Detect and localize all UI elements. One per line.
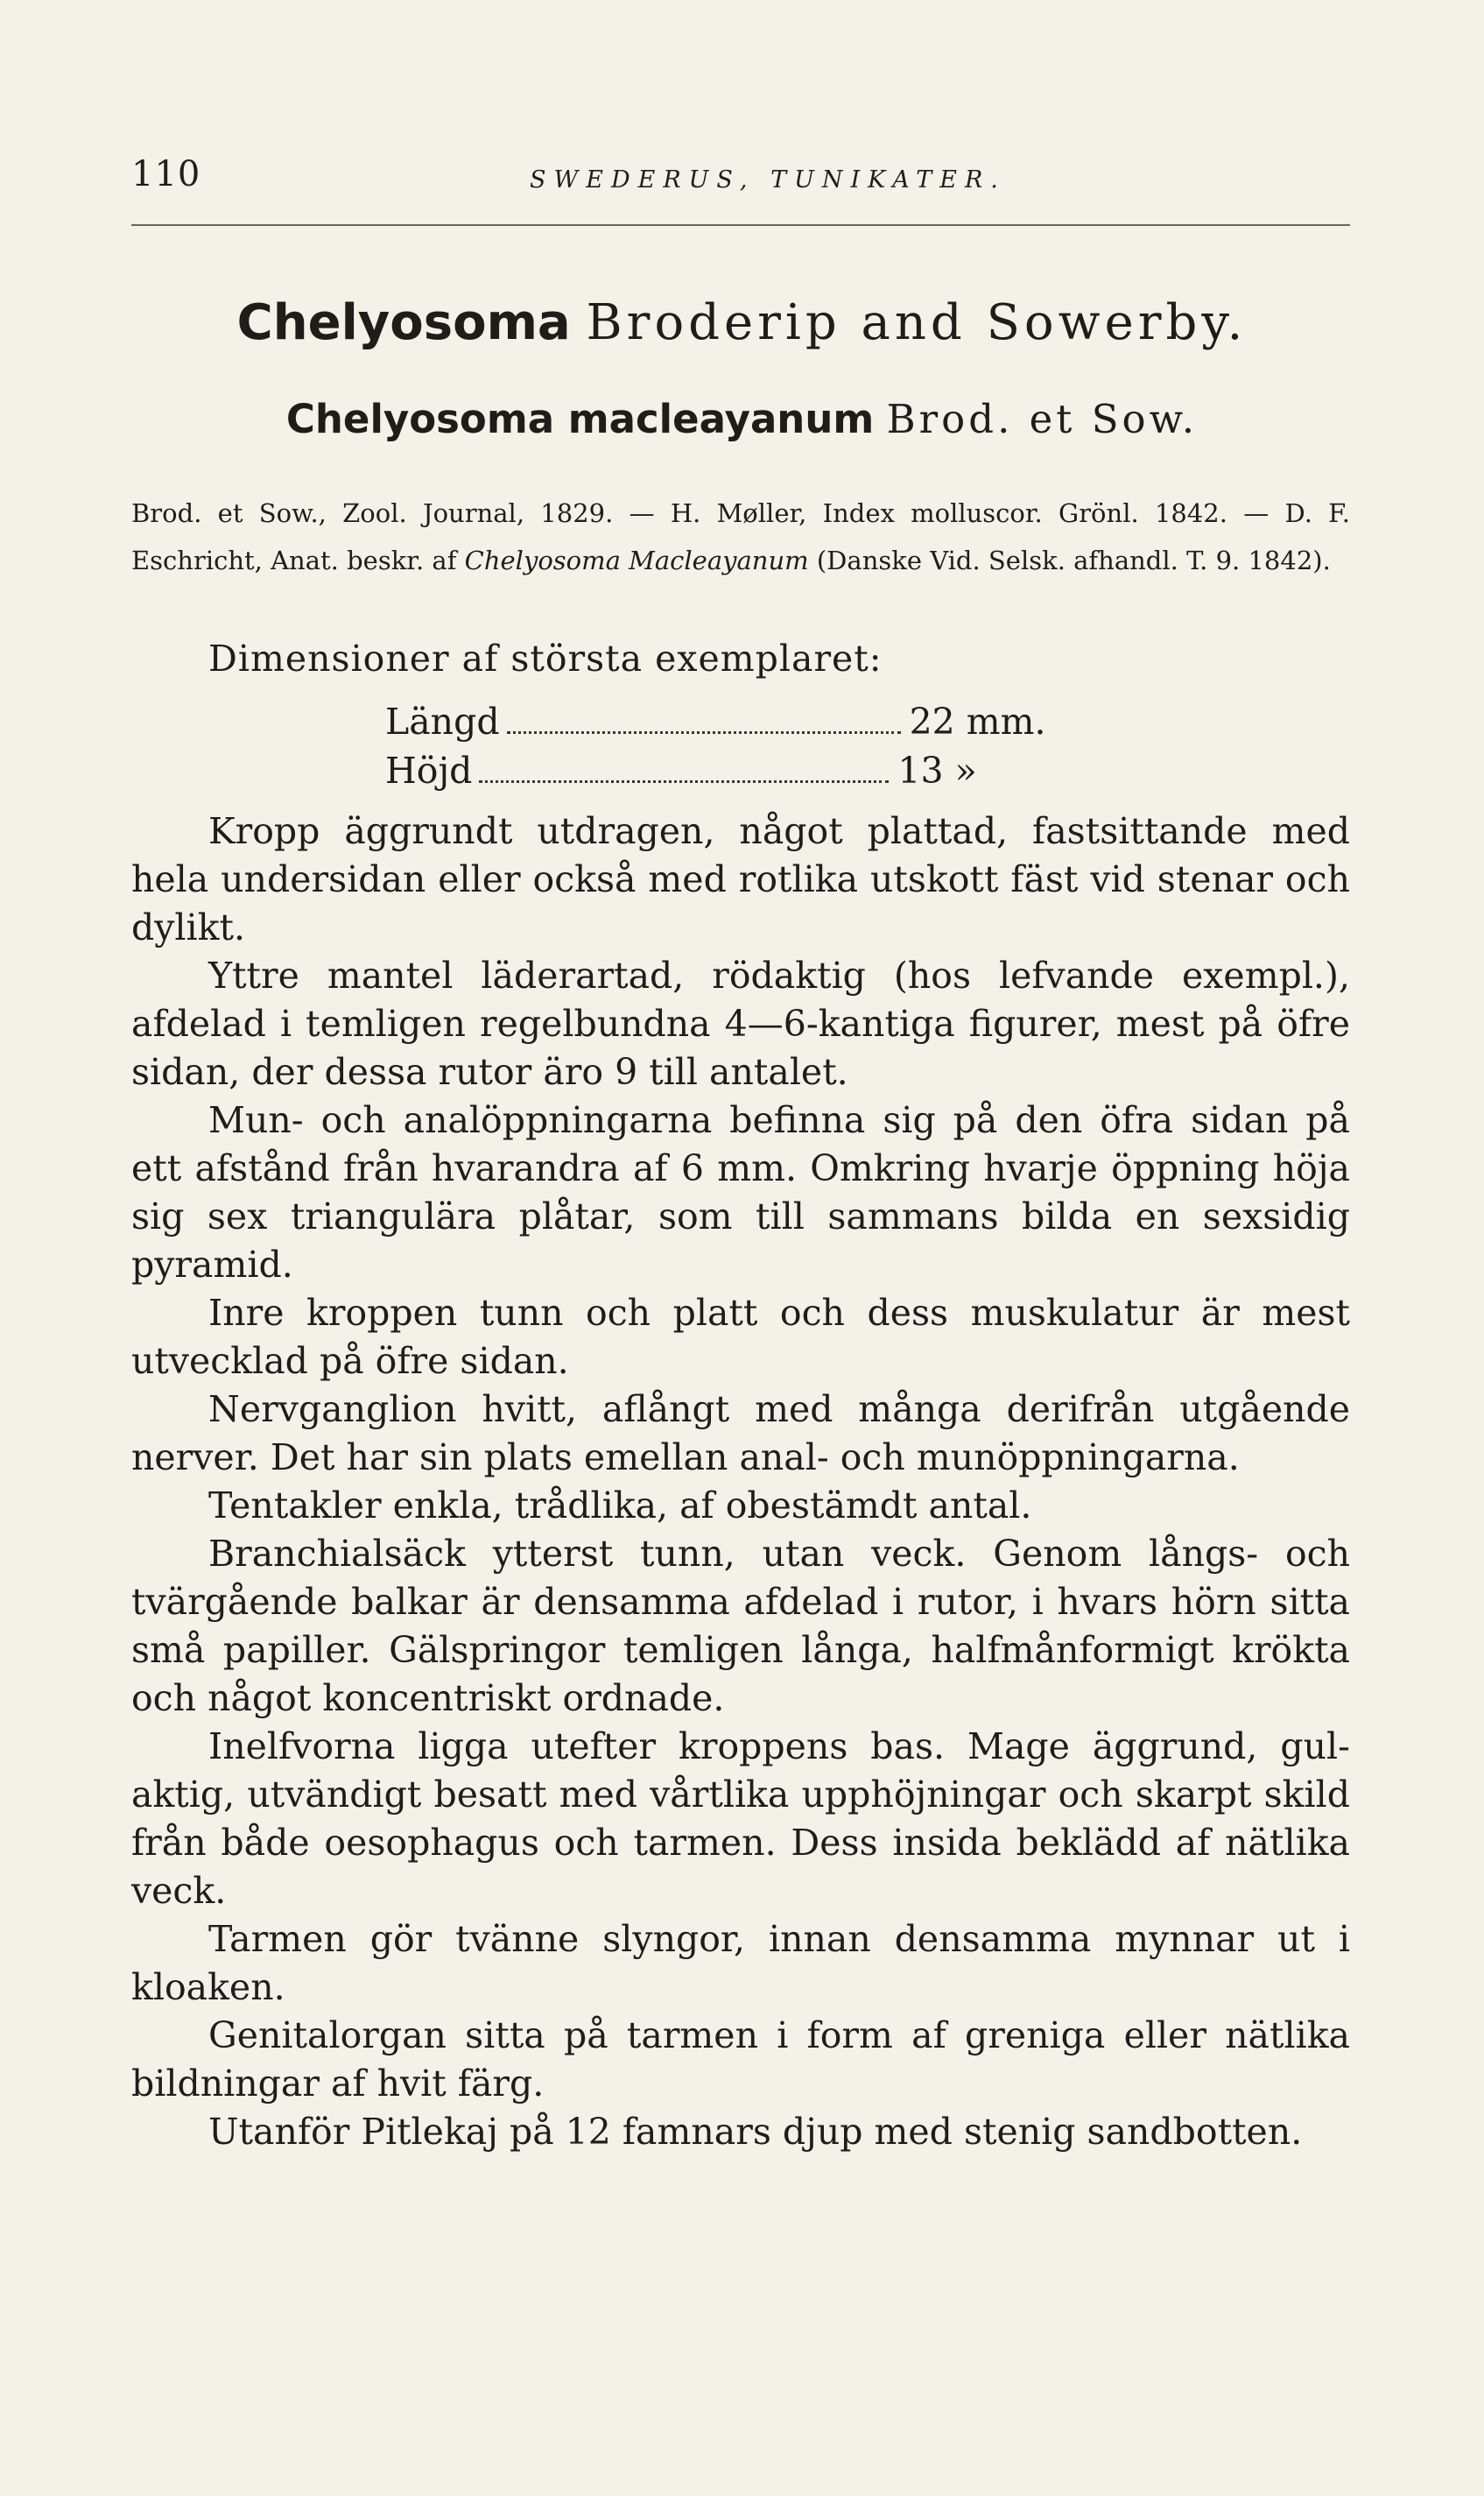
body-text	[131, 807, 1350, 2156]
dimension-label: Längd	[385, 701, 500, 743]
running-head: SWEDERUS, TUNIKATER.	[530, 166, 1006, 194]
genus-title	[0, 294, 1484, 351]
paragraph-openings: Mun- och analöppningarna befinna sig på den öfra sidan på ett afstånd från hvarandra af 6 mm. Omkring hvarje öppning höja sig sex triangulära plåtar, som till sammans bilda en sexsidig pyramid.	[131, 1099, 1350, 1286]
paragraph-outer-mantle: Yttre mantel läderartad, rödaktig (hos lefvande exempl.), afdelad i temligen regelbundna 4—6-kantiga figurer, mest på öfre sidan, der dessa rutor äro 9 till antalet.	[131, 955, 1350, 1093]
dimension-label: Höjd	[385, 750, 473, 792]
species-name: Chelyosoma macleayanum	[285, 396, 875, 442]
paragraph-body-shape: Kropp äggrundt utdragen, något plattad, fastsittande med hela undersidan eller också med rotlika utskott fäst vid stenar och dylikt.	[131, 810, 1350, 948]
dimensions-title: Dimensioner af största exemplaret:	[208, 638, 883, 680]
header-rule	[131, 224, 1350, 226]
paragraph-tentacles: Tentakler enkla, trådlika, af obestämdt antal.	[208, 1484, 1032, 1527]
paragraph-genital-organ: Genitalorgan sitta på tarmen i form af greniga eller nätlika bildningar af hvit färg.	[131, 2014, 1350, 2105]
paragraph-locality: Utanför Pitlekaj på 12 famnars djup med stenig sandbotten.	[208, 2111, 1303, 2153]
genus-name: Chelyosoma	[236, 294, 571, 351]
dot-leader	[507, 705, 901, 734]
dimension-value: 13 »	[897, 750, 977, 792]
paragraph-branchial-sac: Branchialsäck ytterst tunn, utan veck. Genom långs- och tvärgående balkar är densamma afdelad i rutor, i hvars hörn sitta små papiller. Gälspringor temligen långa, halfmånformigt krökta och något koncentriskt ordnade.	[131, 1533, 1350, 1719]
species-authors: Brod. et Sow.	[886, 396, 1199, 442]
page-number: 110	[131, 154, 201, 194]
dot-leader	[479, 754, 889, 783]
paragraph-intestine: Tarmen gör tvänne slyngor, innan densamma mynnar ut i kloaken.	[131, 1918, 1350, 2008]
species-title	[0, 396, 1484, 442]
paragraph-viscera: Inelfvorna ligga utefter kroppens bas. Mage äggrund, gulaktig, utvändigt besatt med vårtlika upphöjningar och skarpt skild från både oesophagus och tarmen. Dess insida beklädd af nätlika veck.	[131, 1725, 1350, 1912]
references-source: (Danske Vid. Selsk. afhandl. T. 9. 1842).	[808, 546, 1331, 575]
references-text: Brod. et Sow., Zool. Journal, 1829. — H. Møller, Index molluscor. Grönl. 1842. — D. F. Eschricht, Anat. beskr. af	[131, 498, 1350, 575]
references	[131, 490, 1350, 584]
dimension-value: 22 mm.	[909, 701, 1046, 743]
paragraph-nerve-ganglion: Nervganglion hvitt, aflångt med många derifrån utgående nerver. Det har sin plats emellan anal- och munöppningarna.	[131, 1388, 1350, 1478]
references-italic-title: Chelyosoma Macleayanum	[464, 546, 809, 575]
paragraph-inner-body: Inre kroppen tunn och platt och dess muskulatur är mest utvecklad på öfre sidan.	[131, 1292, 1350, 1382]
dimension-row-height	[385, 750, 1138, 799]
dimension-row-length	[385, 701, 1138, 750]
genus-authors: Broderip and Sowerby.	[586, 294, 1248, 351]
